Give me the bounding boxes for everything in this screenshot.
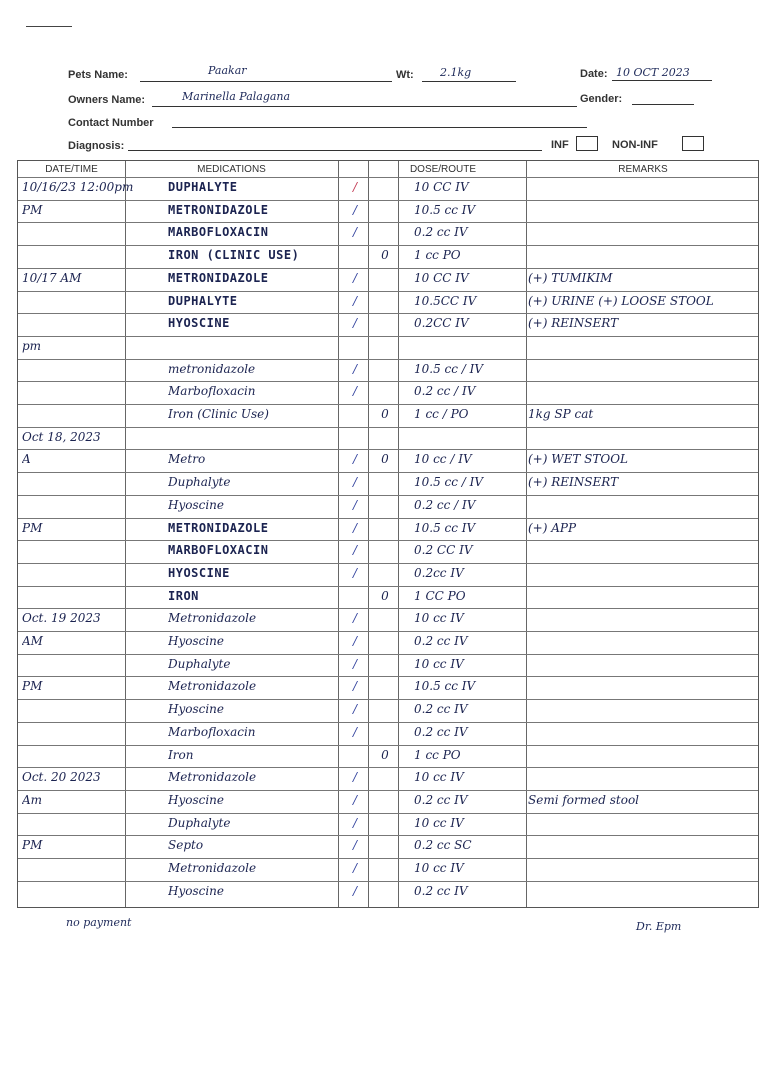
inf-label: INF bbox=[551, 139, 569, 151]
table-row bbox=[18, 291, 758, 314]
row-omit: 0 bbox=[381, 588, 389, 603]
row-dose: 0.2 cc / IV bbox=[414, 384, 476, 399]
row-datetime: Oct. 20 2023 bbox=[22, 770, 101, 785]
row-check: / bbox=[352, 770, 358, 785]
row-check: / bbox=[352, 202, 358, 217]
row-dose: 1 cc PO bbox=[414, 747, 461, 762]
row-check: / bbox=[352, 497, 358, 512]
row-medication: IRON bbox=[168, 588, 199, 603]
row-dose: 0.2cc IV bbox=[414, 565, 464, 580]
row-check: / bbox=[352, 452, 358, 467]
table-row bbox=[18, 200, 758, 223]
row-datetime: Am bbox=[22, 792, 43, 807]
row-check: / bbox=[352, 634, 358, 648]
row-dose: 0.2 CC IV bbox=[414, 543, 473, 558]
row-dose: 10.5 cc / IV bbox=[414, 475, 484, 490]
table-row bbox=[18, 313, 758, 336]
row-dose: 0.2 cc IV bbox=[414, 724, 468, 739]
wt-line bbox=[422, 81, 516, 82]
row-check: / bbox=[352, 316, 358, 331]
row-check: / bbox=[352, 611, 358, 626]
contact-label: Contact Number bbox=[68, 117, 154, 129]
row-medication: Iron bbox=[168, 747, 194, 762]
row-medication: HYOSCINE bbox=[168, 565, 230, 580]
row-medication: MARBOFLOXACIN bbox=[168, 225, 269, 240]
inf-checkbox[interactable] bbox=[576, 136, 598, 151]
table-row bbox=[18, 767, 758, 790]
row-dose: 1 cc PO bbox=[414, 248, 461, 263]
row-remarks: Semi formed stool bbox=[528, 792, 639, 807]
row-medication: DUPHALYTE bbox=[168, 180, 238, 194]
pets-name-value: Paakar bbox=[208, 64, 247, 77]
row-check: / bbox=[352, 225, 358, 240]
row-check: / bbox=[352, 883, 358, 898]
table-row bbox=[18, 472, 758, 495]
table-row bbox=[18, 790, 758, 813]
row-medication: Hyoscine bbox=[168, 497, 225, 512]
table-row bbox=[18, 518, 758, 541]
top-mark bbox=[26, 26, 72, 27]
row-check: / bbox=[352, 656, 358, 671]
row-dose: 1 cc / PO bbox=[414, 407, 469, 421]
row-dose: 0.2 cc IV bbox=[414, 702, 468, 717]
row-medication: Hyoscine bbox=[168, 792, 225, 807]
table-row bbox=[18, 540, 758, 563]
header-remarks: REMARKS bbox=[618, 164, 668, 175]
table-row bbox=[18, 427, 758, 450]
date-label: Date: bbox=[580, 68, 608, 80]
table-row bbox=[18, 699, 758, 722]
date-value: 10 OCT 2023 bbox=[616, 66, 690, 79]
table-row bbox=[18, 245, 758, 268]
row-check: / bbox=[352, 565, 358, 580]
table-row bbox=[18, 563, 758, 586]
row-dose: 10 CC IV bbox=[414, 180, 469, 194]
row-datetime: Oct 18, 2023 bbox=[22, 429, 101, 444]
table-row bbox=[18, 336, 758, 359]
row-check: / bbox=[352, 815, 358, 830]
row-medication: Metro bbox=[168, 452, 206, 467]
row-medication: MARBOFLOXACIN bbox=[168, 543, 269, 558]
row-dose: 0.2 cc SC bbox=[414, 838, 472, 853]
row-datetime: PM bbox=[22, 520, 43, 535]
row-check: / bbox=[352, 543, 358, 558]
row-medication: metronidazole bbox=[168, 361, 256, 376]
row-dose: 0.2CC IV bbox=[414, 316, 469, 331]
row-dose: 10 CC IV bbox=[414, 270, 469, 285]
gender-label: Gender: bbox=[580, 93, 623, 105]
row-remarks: (+) URINE (+) LOOSE STOOL bbox=[528, 293, 714, 308]
row-medication: Metronidazole bbox=[168, 679, 257, 694]
row-dose: 10.5 cc / IV bbox=[414, 361, 484, 376]
row-medication: Duphalyte bbox=[168, 815, 231, 830]
row-check: / bbox=[352, 679, 358, 694]
pets-name-line bbox=[140, 81, 392, 82]
row-medication: Marbofloxacin bbox=[168, 384, 256, 399]
row-medication: Marbofloxacin bbox=[168, 724, 256, 739]
table-row bbox=[18, 404, 758, 427]
row-medication: Iron (Clinic Use) bbox=[168, 407, 269, 421]
row-medication: IRON (CLINIC USE) bbox=[168, 248, 300, 263]
footer-left-note: no payment bbox=[66, 916, 132, 929]
table-row bbox=[18, 745, 758, 768]
row-check: / bbox=[352, 792, 358, 807]
table-row bbox=[18, 449, 758, 472]
row-medication: Duphalyte bbox=[168, 656, 231, 671]
table-row bbox=[18, 381, 758, 404]
row-dose: 10.5 cc IV bbox=[414, 679, 476, 694]
row-dose: 1 CC PO bbox=[414, 588, 466, 603]
owners-name-value: Marinella Palagana bbox=[182, 90, 291, 103]
row-dose: 10 cc IV bbox=[414, 770, 464, 785]
row-check: / bbox=[352, 861, 358, 875]
row-datetime: AM bbox=[22, 634, 43, 648]
owners-name-label: Owners Name: bbox=[68, 94, 146, 106]
row-dose: 10 cc / IV bbox=[414, 452, 472, 467]
table-row bbox=[18, 608, 758, 631]
row-dose: 10.5CC IV bbox=[414, 293, 477, 308]
row-medication: METRONIDAZOLE bbox=[168, 270, 269, 285]
row-check: / bbox=[352, 180, 358, 194]
row-omit: 0 bbox=[381, 248, 389, 263]
row-dose: 10.5 cc IV bbox=[414, 520, 476, 535]
row-medication: METRONIDAZOLE bbox=[168, 202, 269, 217]
row-check: / bbox=[352, 384, 358, 399]
row-datetime: PM bbox=[22, 202, 43, 217]
row-medication: DUPHALYTE bbox=[168, 293, 238, 308]
table-row bbox=[18, 177, 758, 200]
table-row bbox=[18, 835, 758, 858]
row-remarks: (+) REINSERT bbox=[528, 316, 619, 331]
table-row bbox=[18, 495, 758, 518]
row-dose: 0.2 cc / IV bbox=[414, 497, 476, 512]
row-check: / bbox=[352, 475, 358, 490]
row-datetime: PM bbox=[22, 679, 43, 694]
table-row bbox=[18, 222, 758, 245]
table-row bbox=[18, 654, 758, 677]
row-dose: 0.2 cc IV bbox=[414, 792, 468, 807]
diagnosis-line bbox=[128, 150, 542, 151]
row-medication: Duphalyte bbox=[168, 475, 231, 490]
row-dose: 10.5 cc IV bbox=[414, 202, 476, 217]
row-medication: Hyoscine bbox=[168, 634, 225, 648]
row-dose: 0.2 cc IV bbox=[414, 883, 468, 898]
noninf-checkbox[interactable] bbox=[682, 136, 704, 151]
row-check: / bbox=[352, 838, 358, 853]
header-dose: DOSE/ROUTE bbox=[409, 164, 477, 175]
row-medication: HYOSCINE bbox=[168, 316, 230, 331]
row-medication: METRONIDAZOLE bbox=[168, 520, 269, 535]
medication-table bbox=[17, 160, 759, 908]
pets-name-label: Pets Name: bbox=[68, 69, 128, 81]
row-check: / bbox=[352, 361, 358, 376]
row-medication: Metronidazole bbox=[168, 861, 257, 875]
row-dose: 0.2 cc IV bbox=[414, 225, 468, 240]
row-datetime: pm bbox=[22, 338, 42, 353]
table-row bbox=[18, 631, 758, 654]
table-row bbox=[18, 676, 758, 699]
wt-label: Wt: bbox=[396, 69, 414, 81]
table-row bbox=[18, 586, 758, 609]
noninf-label: NON-INF bbox=[612, 139, 658, 151]
row-omit: 0 bbox=[381, 747, 389, 762]
header-medications: MEDICATIONS bbox=[197, 164, 266, 175]
table-row bbox=[18, 858, 758, 881]
wt-value: 2.1kg bbox=[440, 66, 472, 79]
owners-name-line bbox=[152, 106, 577, 107]
diagnosis-label: Diagnosis: bbox=[68, 140, 125, 152]
contact-line bbox=[172, 127, 587, 128]
row-check: / bbox=[352, 520, 358, 535]
table-row bbox=[18, 268, 758, 291]
row-remarks: (+) WET STOOL bbox=[528, 452, 629, 467]
table-row bbox=[18, 881, 758, 904]
row-datetime: 10/16/23 12:00pm bbox=[22, 180, 134, 194]
row-dose: 10 cc IV bbox=[414, 611, 464, 626]
row-remarks: (+) APP bbox=[528, 520, 577, 535]
row-remarks: (+) REINSERT bbox=[528, 475, 619, 490]
row-dose: 10 cc IV bbox=[414, 656, 464, 671]
row-check: / bbox=[352, 724, 358, 739]
row-datetime: A bbox=[22, 452, 31, 467]
row-dose: 10 cc IV bbox=[414, 815, 464, 830]
row-check: / bbox=[352, 270, 358, 285]
row-remarks: 1kg SP cat bbox=[528, 407, 594, 421]
row-omit: 0 bbox=[381, 407, 389, 421]
row-medication: Metronidazole bbox=[168, 770, 257, 785]
row-medication: Metronidazole bbox=[168, 611, 257, 626]
table-row bbox=[18, 722, 758, 745]
table-row bbox=[18, 813, 758, 836]
footer-right-note: Dr. Epm bbox=[636, 920, 682, 933]
row-medication: Hyoscine bbox=[168, 883, 225, 898]
row-datetime: 10/17 AM bbox=[22, 270, 82, 285]
row-remarks: (+) TUMIKIM bbox=[528, 270, 613, 285]
date-line bbox=[612, 80, 712, 81]
row-medication: Septo bbox=[168, 838, 204, 853]
row-datetime: PM bbox=[22, 838, 43, 853]
row-omit: 0 bbox=[381, 452, 389, 467]
row-medication: Hyoscine bbox=[168, 702, 225, 717]
row-dose: 10 cc IV bbox=[414, 861, 464, 875]
table-row bbox=[18, 359, 758, 382]
row-dose: 0.2 cc IV bbox=[414, 634, 468, 648]
header-datetime: DATE/TIME bbox=[45, 164, 98, 175]
row-datetime: Oct. 19 2023 bbox=[22, 611, 101, 626]
row-check: / bbox=[352, 293, 358, 308]
gender-line bbox=[632, 104, 694, 105]
row-check: / bbox=[352, 702, 358, 717]
